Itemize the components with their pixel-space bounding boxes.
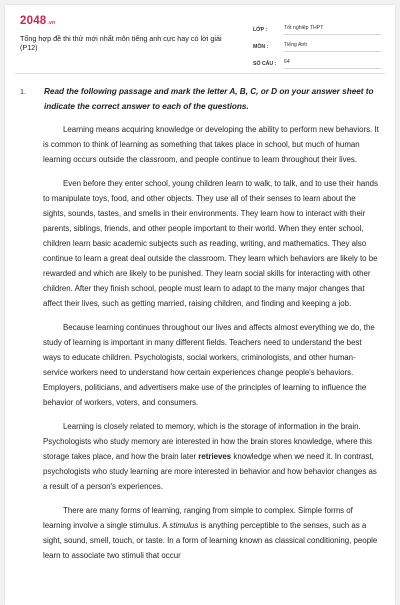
paragraph-5-text-a: There are many forms of learning, ranging from simple to complex. Simple forms of learning involve a single stimulus. A [43, 506, 353, 530]
paragraph-4-text-b: knowledge when we need it. In contrast, psychologists who study learning are more interested in behavior and how behavior changes as a result of a person's experiences. [43, 452, 377, 491]
question-number: 1. [20, 87, 27, 96]
passage-paragraph-1: Learning means acquiring knowledge or developing the ability to perform new behaviors. It is common to think of learning as something that takes place in school, but much of human learning occurs outside the classroom, and people continue to learn throughout their lives. [43, 125, 379, 164]
site-logo-suffix: .vn [47, 20, 56, 26]
meta-row-class [253, 18, 381, 35]
question-instruction: Read the following passage and mark the letter A, B, C, or D on your answer sheet to indicate the correct answer to each of the questions. [44, 87, 374, 111]
meta-row-subject [253, 35, 381, 52]
meta-label-count: SỐ CÂU : [253, 61, 277, 67]
site-logo[interactable] [20, 15, 55, 27]
meta-value-count: 64 [284, 59, 381, 69]
document-header [5, 5, 395, 69]
meta-row-count [253, 52, 381, 69]
passage-paragraph-5 [43, 503, 379, 563]
highlighted-word-retrieves: retrieves [198, 452, 232, 461]
meta-value-subject: Tiếng Anh [284, 42, 381, 52]
paragraph-5-text-b: is anything perceptible to the senses, such as a sight, sound, smell, touch, or taste. In a form of learning known as classical conditioning, people learn to associate two stimuli that occur [43, 521, 378, 560]
meta-value-class: Tốt nghiệp THPT [284, 25, 381, 35]
meta-label-subject: MÔN : [253, 44, 269, 50]
document-title: Tổng hợp đề thi thử mới nhất môn tiếng anh cực hay có lời giải (P12) [20, 34, 222, 52]
reading-passage [43, 122, 379, 572]
site-logo-text: 2048 [20, 15, 47, 27]
document-meta [253, 18, 381, 69]
paragraph-4-text-a: Learning is closely related to memory, which is the storage of information in the brain. Psychologists who study memory are interested in how the brain stores knowledge, where this storage takes place, and how the brain later [43, 422, 372, 461]
meta-label-class: LỚP : [253, 27, 268, 33]
passage-paragraph-2: Even before they enter school, young children learn to walk, to talk, and to use their hands to manipulate toys, food, and other objects. They use all of their senses to learn about the sights, sounds, tastes, and smells in their environments. They learn how to interact with their parents, siblings, friends, and other people important to their world. When they enter school, children learn basic academic subjects such as reading, writing, and mathematics. They also continue to learn a great deal outside the classroom. They learn which behaviors are likely to be rewarded and which are likely to be punished. They learn social skills for interacting with other children. After they finish school, people must learn to adapt to the many major changes that affect their lives, such as getting married, raising children, and finding and keeping a job. [43, 179, 378, 308]
passage-paragraph-3: Because learning continues throughout our lives and affects almost everything we do, the study of learning is important in many different fields. Teachers need to understand the best ways to educate children. Psychologists, social workers, criminologists, and other human-service workers need to understand how certain experiences change people's behaviors. Employers, politicians, and advertisers make use of the principles of learning to influence the behavior of workers, voters, and consumers. [43, 323, 375, 407]
header-divider [15, 73, 385, 74]
document-page [5, 5, 395, 605]
italic-word-stimulus: stimulus [169, 521, 199, 530]
passage-paragraph-4 [43, 419, 379, 494]
